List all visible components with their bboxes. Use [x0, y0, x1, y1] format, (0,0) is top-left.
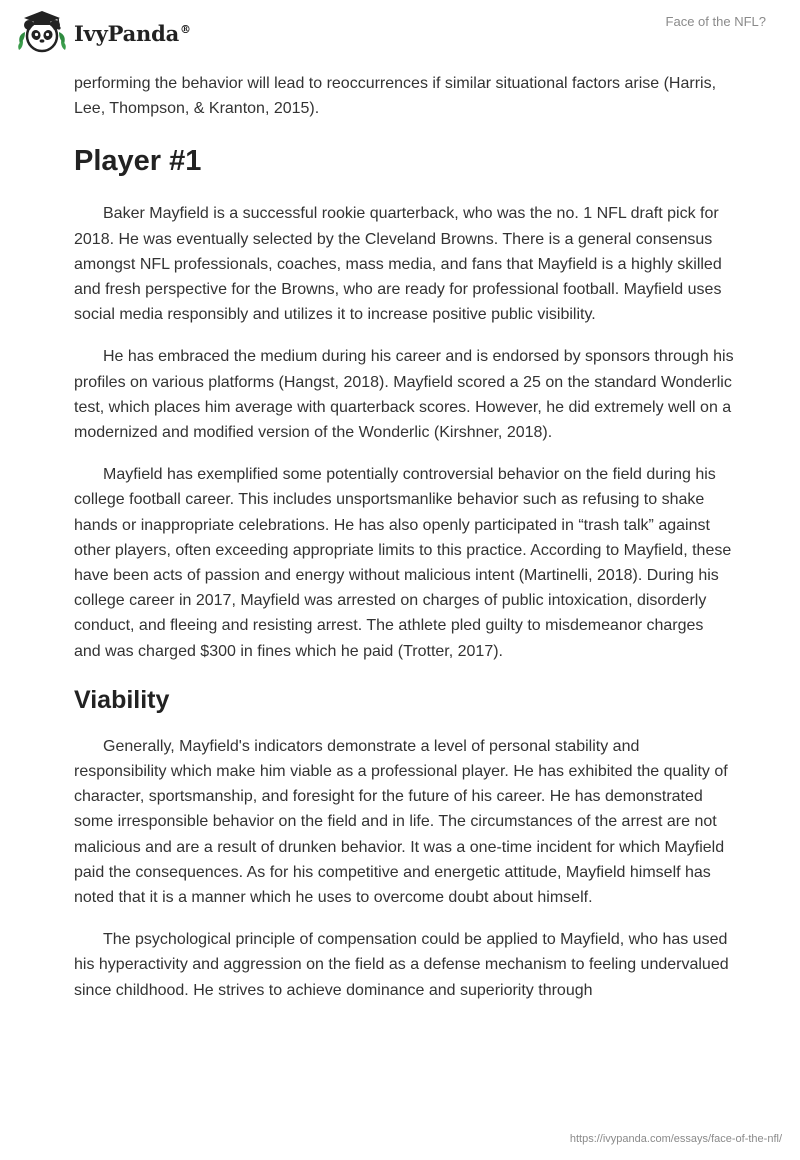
- section-heading-viability: Viability: [74, 685, 170, 714]
- paragraph: The psychological principle of compensation could be applied to Mayfield, who has used his hyperactivity and aggression on the field as a defense mechanism to feeling undervalued since childhood. He strives to achieve dominance and superiority through: [74, 931, 729, 999]
- document-title: Face of the NFL?: [665, 14, 766, 29]
- registered-mark: ®: [180, 22, 191, 36]
- lead-paragraph: performing the behavior will lead to reoccurrences if similar situational factors arise (Harris, Lee, Thompson, & Kranton, 2015).: [74, 75, 717, 118]
- ivypanda-logo[interactable]: [16, 8, 191, 54]
- paragraph: Baker Mayfield is a successful rookie quarterback, who was the no. 1 NFL draft pick for 2018. He was eventually selected by the Cleveland Browns. There is a general consensus amongst NFL professionals, coaches, mass media, and fans that Mayfield is a highly skilled and fresh perspective for the Browns, who are ready for professional football. Mayfield uses social media responsibly and utilizes it to increase positive public visibility.: [74, 205, 722, 324]
- logo-text: IvyPanda: [74, 20, 180, 46]
- paragraph: Mayfield has exemplified some potentially controversial behavior on the field during his college football career. This includes unsportsmanlike behavior such as refusing to shake hands or inappropriate celebrations. He has also openly participated in “trash talk” against other players, often exceeding appropriate limits to this practice. According to Mayfield, these have been acts of passion and energy without malicious intent (Martinelli, 2018). During his college career in 2017, Mayfield was arrested on charges of public intoxication, disorderly conduct, and fleeing and resisting arrest. The athlete pled guilty to misdemeanor charges and was charged $300 in fines which he paid (Trotter, 2017).: [74, 466, 732, 660]
- paragraph: Generally, Mayfield's indicators demonstrate a level of personal stability and responsibility which make him viable as a professional player. He has exhibited the quality of character, sportsmanship, and foresight for the future of his career. He has demonstrated some irresponsible behavior on the field and in life. The circumstances of the arrest are not malicious and are a result of drunken behavior. It was a one-time incident for which Mayfield paid the consequences. As for his competitive and energetic attitude, Mayfield himself has noted that it is a manner which he uses to overcome doubt about himself.: [74, 737, 728, 907]
- panda-graduate-icon: [16, 8, 68, 54]
- section-heading-player-1: Player #1: [74, 145, 202, 178]
- page-header: [0, 0, 800, 70]
- source-url-link[interactable]: https://ivypanda.com/essays/face-of-the-nfl/: [569, 1133, 782, 1145]
- logo-wordmark: [74, 21, 191, 46]
- essay-content: [74, 70, 734, 1003]
- paragraph: He has embraced the medium during his career and is endorsed by sponsors through his profiles on various platforms (Hangst, 2018). Mayfield scored a 25 on the standard Wonderlic test, which places him average with quarterback scores. However, he did extremely well on a modernized and modified version of the Wonderlic (Kirshner, 2018).: [74, 348, 734, 442]
